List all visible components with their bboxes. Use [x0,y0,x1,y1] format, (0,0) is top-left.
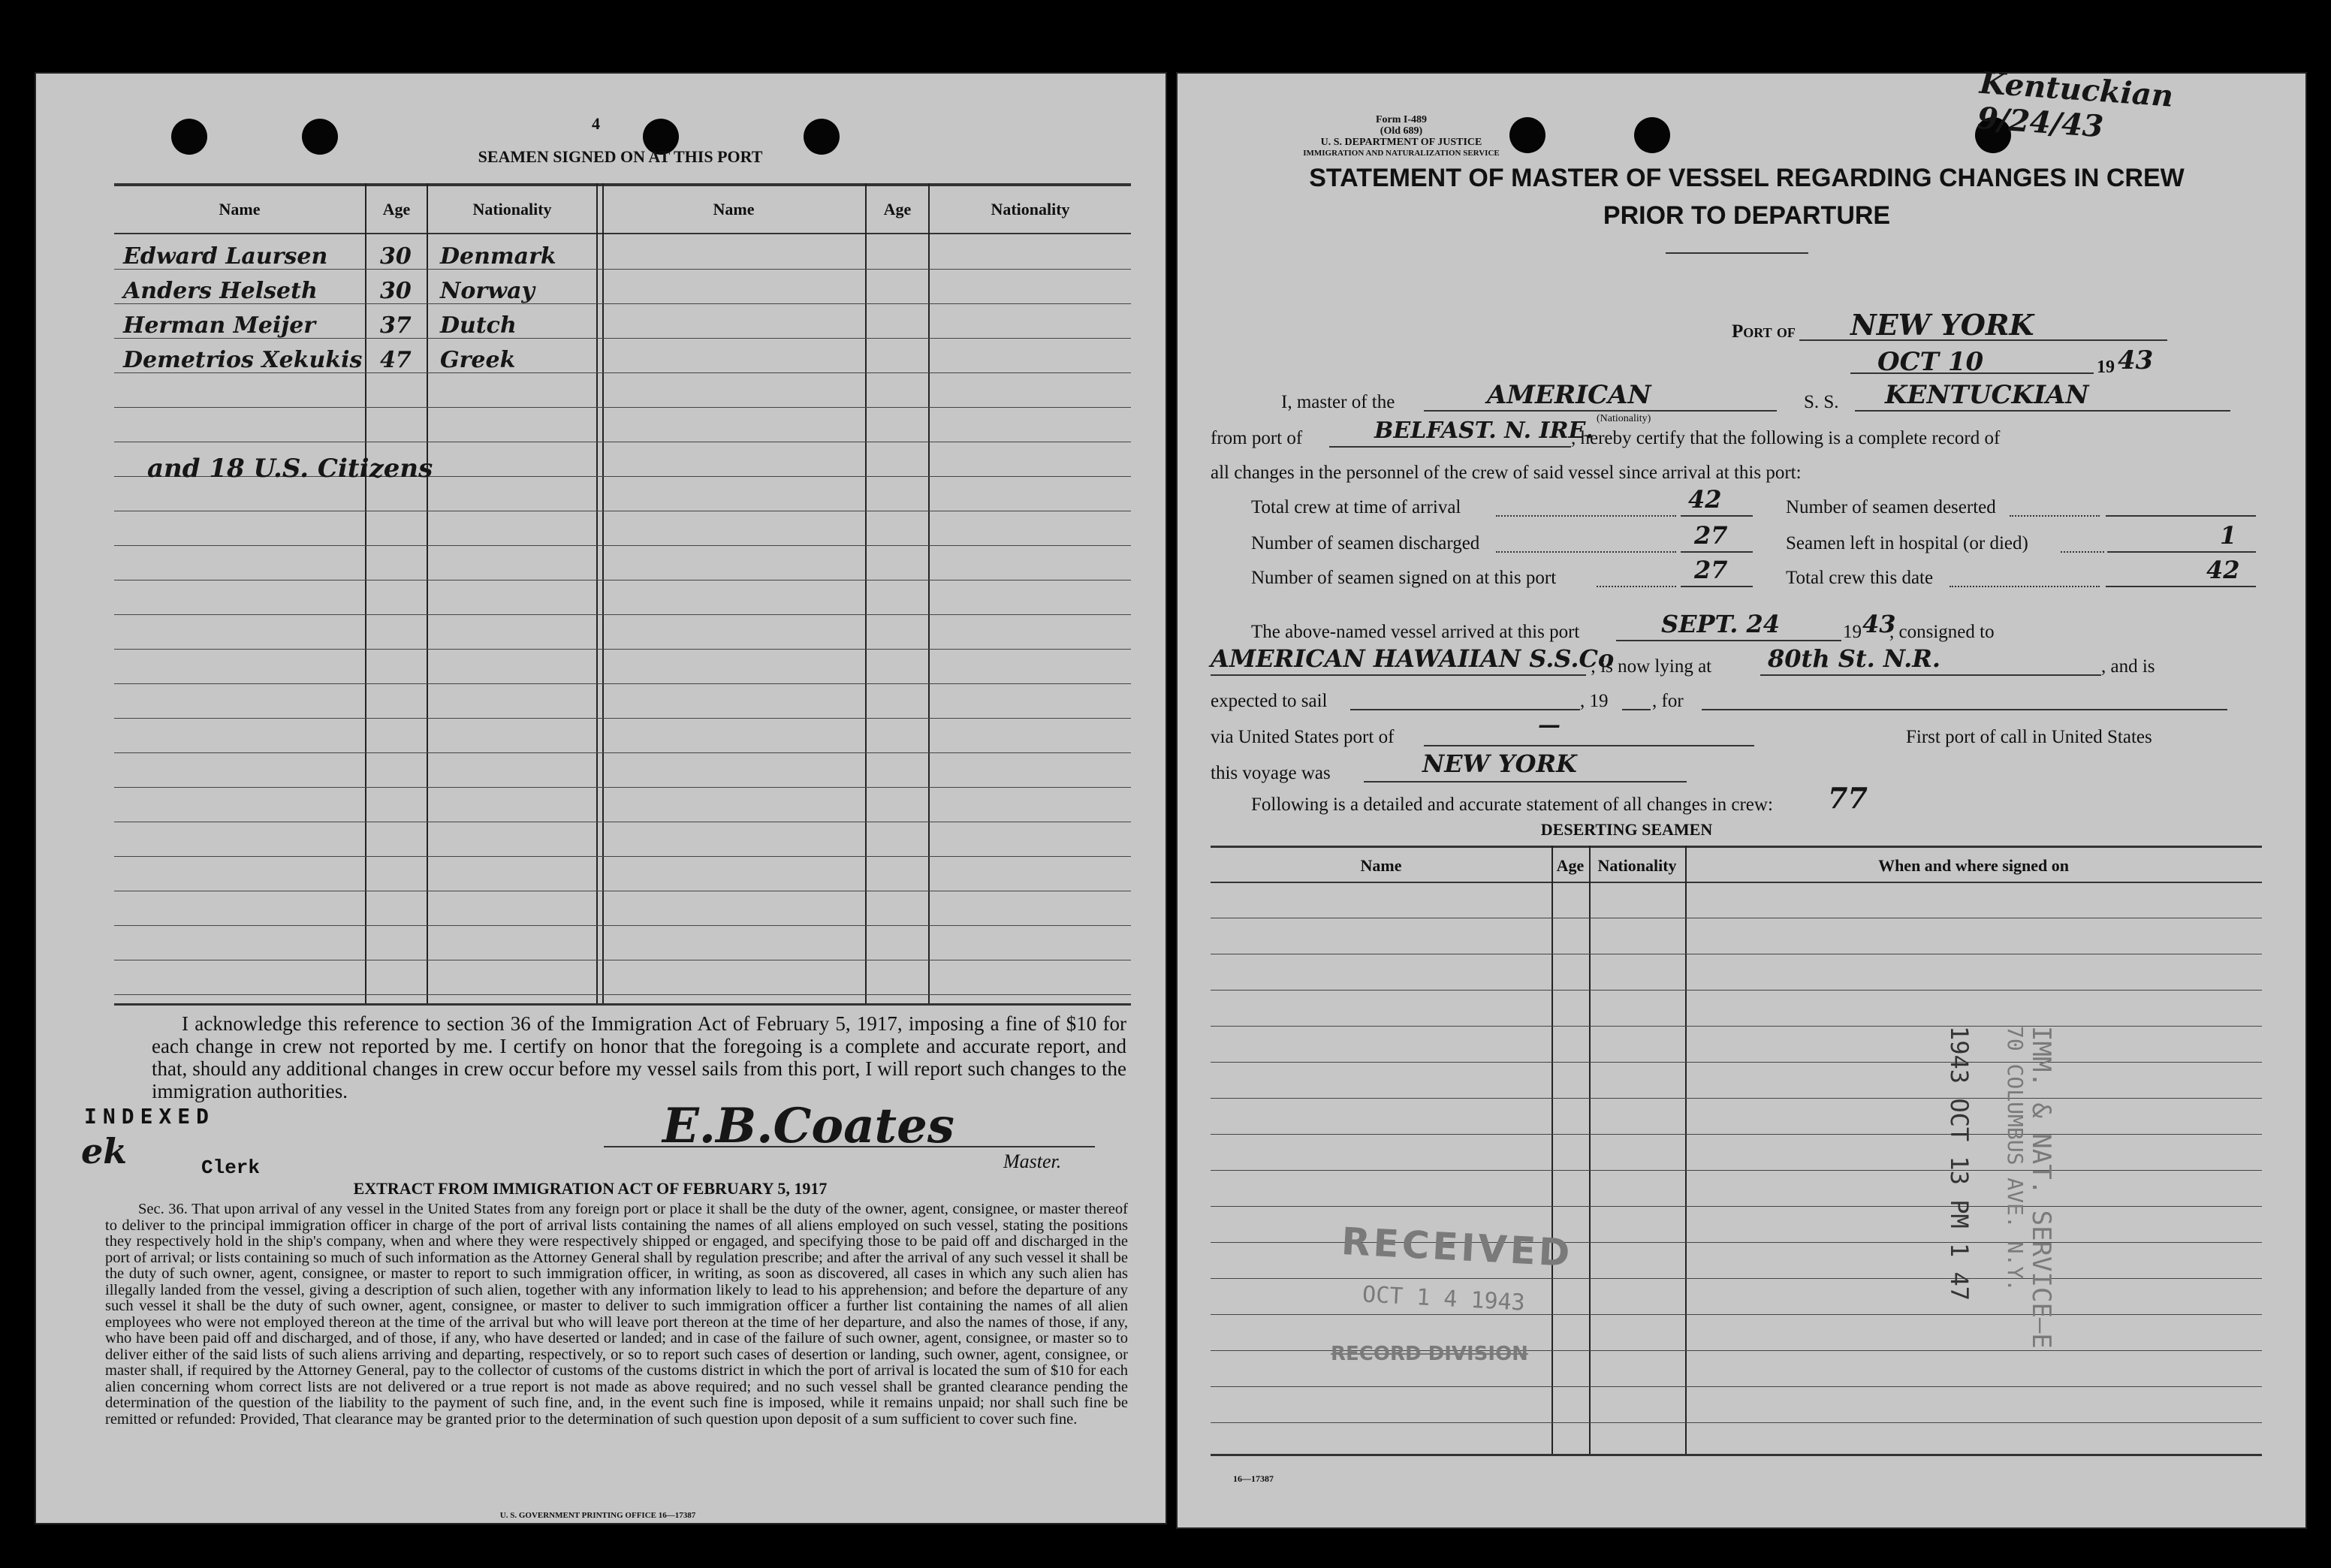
extract-title: EXTRACT FROM IMMIGRATION ACT OF FEBRUARY 5, 1917 [353,1179,828,1198]
via-label: via United States port of [1211,727,1395,747]
table-row-rule [1211,1134,2262,1135]
deserted-label: Number of seamen deserted [1786,497,1996,517]
table-row-rule [114,407,1131,408]
deserting-title: DESERTING SEAMEN [1540,820,1713,839]
date-value: OCT 10 [1877,347,1984,377]
record-division-stamp: RECORD DIVISION [1331,1343,1528,1365]
port-of-label: Port of [1732,321,1796,342]
from-port-label: from port of [1211,428,1303,448]
table-row-rule [1211,1170,2262,1171]
seaman-name: Anders Helseth [123,278,318,304]
acknowledgement-text: I acknowledge this reference to section 36 of the Immigration Act of February 5, 1917, imposing a fine of $10 for each change in crew not reported by me. I certify on honor that the foregoing is a complete and accurate report, and that, should any additional changes in crew occur before my vessel sails from this port, I will report such changes to the immigration authorities. [152,1012,1126,1102]
punch-hole [302,119,338,155]
year-prefix: 19 [2097,357,2115,377]
column-header-nationality: Nationality [991,200,1070,219]
table-row-rule [114,925,1131,926]
consignee-value: AMERICAN HAWAIIAN S.S.Co [1211,644,1615,673]
table-row-rule [114,752,1131,753]
nationality-caption: (Nationality) [1597,413,1651,424]
table-top-rule [114,183,1131,186]
table-row-rule [114,856,1131,857]
deserting-header-nationality: Nationality [1597,856,1677,875]
printing-office: U. S. GOVERNMENT PRINTING OFFICE 16—17387 [499,1511,696,1520]
seaman-nationality: Norway [440,278,535,304]
seaman-nationality: Denmark [440,243,556,270]
total-crew-arrival-value: 42 [1688,485,1722,514]
lying-label: ; is now lying at [1591,656,1712,677]
certify-text: , hereby certify that the following is a complete record of [1571,428,2001,448]
table-header-rule [114,233,1131,234]
table-row-rule [1211,990,2262,991]
table-row-rule [114,545,1131,546]
certify-text-2: all changes in the personnel of the crew of said vessel since arrival at this port: [1211,463,1802,483]
column-header-name: Name [713,200,755,219]
page-number: 4 [592,114,600,133]
signed-on-label: Number of seamen signed on at this port [1251,568,1557,588]
hospital-value: 1 [2220,521,2237,550]
seaman-name: Herman Meijer [123,312,316,339]
discharged-label: Number of seamen discharged [1251,533,1480,553]
clerk-initials: ek [81,1131,128,1171]
seaman-age: 47 [380,347,412,373]
column-header-name: Name [219,200,261,219]
arrived-date-value: SEPT. 24 [1661,610,1781,638]
received-stamp-date: OCT 1 4 1943 [1362,1281,1526,1316]
right-page [1176,65,2307,1529]
for-label: , for [1652,691,1684,711]
table-row-rule [1211,1278,2262,1279]
seaman-nationality: Dutch [440,312,517,339]
deserting-header-age: Age [1556,856,1585,875]
master-prefix: I, master of the [1281,392,1395,412]
table-row-rule [114,683,1131,684]
table-row-rule [1211,1422,2262,1423]
voyage-label: this voyage was [1211,763,1331,783]
signed-on-value: 27 [1694,556,1728,584]
master-signature: E.B.Coates [662,1098,954,1154]
seaman-age: 37 [380,312,412,339]
column-header-nationality: Nationality [472,200,552,219]
seaman-name: Demetrios Xekukis [123,347,363,373]
seaman-age: 30 [380,243,412,270]
table-row-rule [1211,1062,2262,1063]
year-value: 43 [2118,345,2154,375]
table-row-rule [1211,1314,2262,1315]
total-crew-arrival-label: Total crew at time of arrival [1251,497,1461,517]
page-title: SEAMEN SIGNED ON AT THIS PORT [478,147,763,166]
table-row-rule [1211,1206,2262,1207]
service-stamp-date: 1943 OCT 13 PM 1 47 [1945,1026,1974,1301]
form-old-number: (Old 689) [1380,125,1423,137]
table-row-rule [1211,1386,2262,1387]
arrived-year-prefix: 19 [1843,622,1862,642]
table-row-rule [114,649,1131,650]
left-page [35,72,1167,1524]
table-row-rule [1211,1098,2262,1099]
ss-label: S. S. [1804,392,1839,412]
table-row-rule [114,718,1131,719]
table-row-rule [1211,1026,2262,1027]
service-stamp-line-2: 70 COLUMBUS AVE. N.Y. [2003,1026,2028,1292]
port-of-value: NEW YORK [1850,308,2034,342]
from-port-value: BELFAST. N. IRE. [1374,418,1594,444]
corner-annotation: Kentuckian 9/24/43 [1976,65,2175,145]
handwritten-note: and 18 U.S. Citizens [147,454,433,484]
punch-hole [1634,117,1670,153]
total-crew-date-value: 42 [2206,556,2240,584]
statement-title: STATEMENT OF MASTER OF VESSEL REGARDING CHANGES IN CREW [1309,164,2185,192]
deserting-header-name: Name [1360,856,1402,875]
table-row-rule [114,994,1131,995]
clerk-label: Clerk [201,1156,261,1179]
first-port-label: First port of call in United States [1906,727,2152,747]
form-number: Form I-489 [1375,114,1428,125]
nationality-value: AMERICAN [1487,380,1651,410]
discharged-value: 27 [1694,521,1728,550]
total-crew-date-label: Total crew this date [1786,568,1934,588]
received-stamp: RECEIVED [1340,1219,1574,1276]
footer-code: 16—17387 [1233,1473,1274,1484]
table-row-rule [114,614,1131,615]
punch-hole [171,119,207,155]
voyage-value: NEW YORK [1422,749,1577,778]
lying-at-value: 80th St. N.R. [1768,644,1940,673]
consigned-label: , consigned to [1889,622,1995,642]
deserting-header-signed-on: When and where signed on [1878,856,2069,875]
arrived-year-value: 43 [1862,610,1896,638]
following-label: Following is a detailed and accurate statement of all changes in crew: [1251,795,1773,815]
arrived-label: The above-named vessel arrived at this port [1251,622,1580,642]
seaman-age: 30 [380,278,412,304]
column-header-age: Age [382,200,411,219]
form-header [1236,114,1567,159]
master-label: Master. [1003,1150,1062,1172]
via-value: — [1538,712,1561,738]
service-stamp-line-1: IMM. & NAT. SERVICE—E [2026,1026,2056,1349]
table-row-rule [114,787,1131,788]
statement-subtitle: PRIOR TO DEPARTURE [1603,201,1891,230]
indexed-stamp: INDEXED [84,1104,216,1129]
handwritten-number: 77 [1828,781,1868,815]
seaman-name: Edward Laursen [123,243,328,270]
department: U. S. DEPARTMENT OF JUSTICE [1320,137,1482,148]
seaman-nationality: Greek [440,347,516,373]
and-is-label: , and is [2101,656,2155,677]
sail-label: expected to sail [1211,691,1328,711]
vessel-value: KENTUCKIAN [1885,380,2089,410]
column-header-age: Age [883,200,912,219]
sail-year-label: , 19 [1580,691,1609,711]
service: IMMIGRATION AND NATURALIZATION SERVICE [1303,149,1500,158]
extract-text: Sec. 36. That upon arrival of any vessel in the United States from any foreign port or place it shall be the duty of the owner, agent, consignee, or master thereof to deliver to the principal immigration officer in charge of the port of arrival lists containing the names of all aliens employed on such vessel, stating the positions they respectively hold in the ship's company, when and where they were respectively shipped or engaged, and specifying those to be paid off and discharged in the port of arrival; or lists containing so much of such information as the Attorney General shall by regulation prescribe; and after the arrival of any such vessel it shall be the duty of such owner, agent, consignee, or master to report to such immigration officer, in writing, as soon as discovered, all cases in which any such alien has illegally landed from the vessel, giving a description of such alien, together with any information likely to lead to his apprehension; and before the departure of any such vessel it shall be the duty of such owner, agent, consignee, or master to deliver to such immigration officer a further list containing the names of all alien employees who were not employed thereon at the time of the arrival but who will leave port thereon at the time of her departure, and also the names of those, if any, who have been paid off and discharged, and of those, if any, who have deserted or landed; and in case of the failure of such owner, agent, consignee, or master so to deliver either of the said lists of such aliens arriving and departing, respectively, or so to report such cases of desertion or landing, such owner, agent, consignee, or master shall, if required by the Attorney General, pay to the collector of customs of the customs district in which the port of arrival is located the sum of $10 for each alien concerning whom correct lists are not delivered or a true report is not made as above required; and no such vessel shall be granted clearance pending the determination of the question of the liability to the payment of such fine, and, in the event such fine is imposed, while it remains unpaid; nor shall such fine be remitted or refunded: Provided, That clearance may be granted prior to the determination of such question upon deposit of a sum sufficient to cover such fine. [105,1201,1128,1428]
hospital-label: Seamen left in hospital (or died) [1786,533,2028,553]
